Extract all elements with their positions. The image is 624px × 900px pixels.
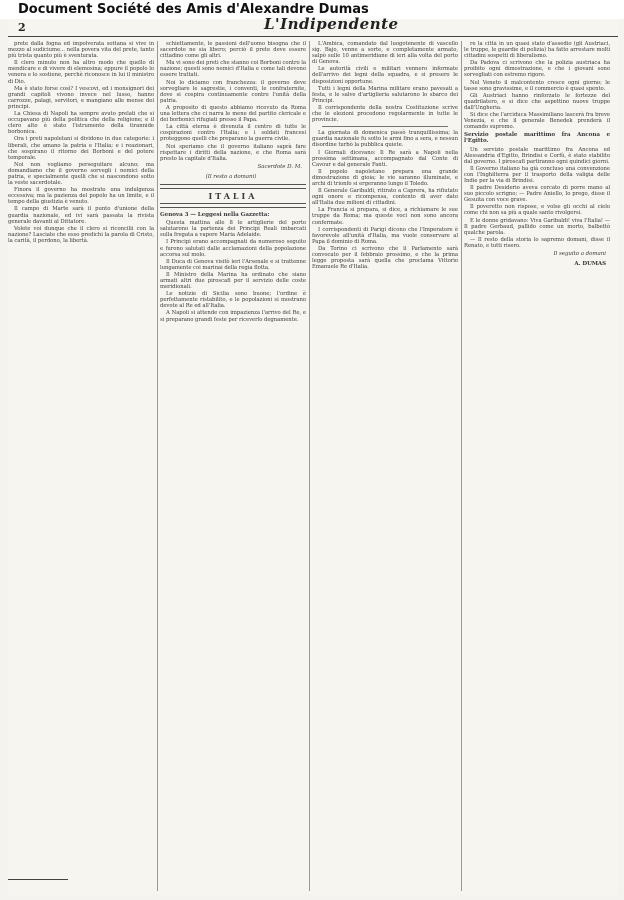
col4-body [464,41,610,130]
page-number: 2 [18,21,26,34]
article-paragraph: Da Padova ci scrivono che la polizia austriaca ha proibito ogni dimostrazione, e che i giovani sono sorvegliati con estremo rigore. [464,60,610,79]
section-heading-italia: ITALIA [208,190,258,201]
article-paragraph: Il campo di Marte sarà il punto d'unione della guardia nazionale, ed ivi sarà passata la rivista generale davanti al Dittatore. [8,206,154,225]
column-divider [309,41,310,891]
section-rule [160,203,306,208]
article-paragraph: Questa mattina alle 8 le artiglierie del porto salutarono la partenza dei Principi Reali imbarcati sulla fregata a vapore Maria Adelaide. [160,220,306,239]
author-signature: A. DUMAS [574,261,606,268]
col4-body-2 [464,147,610,250]
col2-body [160,41,306,162]
article-paragraph: Le notizie di Sicilia sono buone; l'ordine è perfettamente ristabilito, e le popolazioni si mostrano devote al Re ed all'Italia. [160,291,306,310]
article-paragraph: La giornata di domenica passò tranquillissima; la guardia nazionale fu sotto le armi fino a sera, e nessun disordine turbò la pubblica quiete. [312,130,458,149]
article-paragraph: Il Duca di Genova visitò ieri l'Arsenale e si trattenne lungamente coi marinai della regia flotta. [160,258,306,271]
dateline: Genova 3 — Leggesi nella Gazzetta: [160,212,270,219]
article-paragraph: I corrispondenti di Parigi dicono che l'Imperatore è favorevole all'unità d'Italia, ma vuole conservare al Papa il dominio di Roma. [312,226,458,245]
article-paragraph: I Principi erano accompagnati da numeroso seguito e furono salutati dalle acclamazioni della popolazione accorsa sul molo. [160,239,306,258]
article-paragraph: Il poveretto non rispose, e volse gli occhi al cielo come chi non sa più a quale santo rivolgersi. [464,204,610,217]
article-paragraph: prete dalla fogna ed impolverata sottana si vive in mezzo al sudiciume... nella povera vita del prete, tanto più trista quanto più è sventurata. [8,41,154,60]
article-paragraph: Noi non vogliamo perseguitare alcuno; ma domandiamo che il governo sorvegli i nemici della patria, e specialmente quelli che si nascondono sotto la veste sacerdotale. [8,161,154,187]
article-separator [322,126,448,127]
article-paragraph: Il corrispondente della nostra Costituzione scrive che le elezioni procedono regolarmente in tutte le provincie. [312,104,458,124]
column-divider [461,41,462,891]
document-title: Document Société des Amis d'Alexandre Dumas [18,2,369,17]
article-paragraph: Volete voi dunque che il clero si riconcilii con la nazione? Lasciate che esso predichi la parola di Cristo, la carità, il perdono, la libertà. [8,225,154,244]
postal-service-heading: Servizio postale marittimo fra Ancona e l'Egitto. [464,132,610,145]
continued-line: Il seguito a domani [553,251,606,257]
article-paragraph: Tutti i legni della Marina militare erano pavesati a festa, e le salve d'artiglieria salutarono lo sbarco dei Principi. [312,85,458,104]
article-paragraph: Il Generale Garibaldi, ritirato a Caprera, ha rifiutato ogni onore e ricompensa, contento di aver dato all'Italia due milioni di cittadini. [312,188,458,207]
article-paragraph: I Giornali dicevano: Il Re sarà a Napoli nella prossima settimana, accompagnato dal Conte di Cavour e dal generale Fanti. [312,149,458,168]
column-2 [160,41,306,891]
article-paragraph: La Chiesa di Napoli ha sempre avuto prelati che si occupavano più della politica che della religione; e il clero alto è stato l'istrumento della tirannide borbonica. [8,111,154,136]
article-paragraph: Ma è stato forse così? I vescovi, ed i monsignori dei grandi capitoli vivono invece nel lusso, hanno carrozze, palagi, servitori, e mangiano alle mense dei principi. [8,85,154,110]
article-paragraph: Un servizio postale marittimo fra Ancona ed Alessandria d'Egitto, Brindisi e Corfù, è stato stabilito dal governo. I piroscafi partiranno ogni quindici giorni. [464,146,610,165]
article-paragraph: Si dice che l'arciduca Massimiliano lascerà fra breve Venezia, e che il generale Benedek prenderà il comando supremo. [464,112,610,131]
article-paragraph: — Il resto della storia lo sapremo domani, disse il Renato, e tutti risero. [464,236,610,249]
article-paragraph: A Napoli si attende con impazienza l'arrivo del Re, e si preparano grandi feste per riceverlo degnamente. [160,310,306,323]
col2-body-2 [160,220,306,323]
article-paragraph: Il popolo napoletano prepara una grande dimostrazione di gioia; le vie saranno illuminate, e archi di trionfo si ergeranno lungo il Toledo. [312,168,458,187]
article-paragraph: L'Ambica, comandato dal luogotenente di vascello sig. Bajo, venne a sorte, e completamente armato, salpò sulle 10 antimeridiane di ieri alla volta del porto di Genova. [312,41,458,66]
continued-note: (Il resto a domani) [205,173,257,180]
article-paragraph: schiettamente, le passioni dell'uomo bisogna che il sacerdote ne sia libero; perciò il prete deve essere cittadino come gli altri. [160,41,306,60]
article-paragraph: Il Ministro della Marina ha ordinato che siano armati altri due piroscafi per il servizio delle coste meridionali. [160,271,306,291]
article-paragraph: Da Torino ci scrivono che il Parlamento sarà convocato per il febbraio prossimo, e che la prima legge proposta sarà quella che proclama Vittorio Emanuele Re d'Italia. [312,245,458,271]
article-paragraph: re la città in un quasi stato d'assedio (gli Austriaci, le truppe, le guardie di polizia) ha fatto arrestare molti cittadini sospetti di liberalismo. [464,41,610,60]
col3-body [312,41,458,123]
section-rule [160,184,306,189]
header-rule [8,36,618,37]
col1-body [8,41,154,244]
article-paragraph: Le autorità civili e militari vennero informate dell'arrivo dei legni della squadra, e si presero le disposizioni opportune. [312,66,458,85]
article-paragraph: Noi lo diciamo con franchezza: il governo deve sorvegliare le sagrestie, i conventi, le confraternite, dove si cospira continuamente contro l'unità della patria. [160,79,306,104]
footer-rule [8,879,68,880]
column-3 [312,41,458,891]
article-paragraph: Il clero minuto non ha altro modo che quello di mendicare e di vivere di elemosina; eppure il popolo lo venera e lo sostiene, perchè riconosce in lui il ministro di Dio. [8,60,154,85]
article-paragraph: Il Governo italiano ha già concluso una convenzione con l'Inghilterra per il trasporto della valigia delle Indie per la via di Brindisi. [464,165,610,184]
article-paragraph: Ma vi sono dei preti che stanno coi Borboni contro la nazione; questi sono nemici d'Italia e come tali devono essere trattati. [160,60,306,79]
article-paragraph: Gli Austriaci hanno rinforzato le fortezze del quadrilatero, e si dice che aspettino nuove truppe dall'Ungheria. [464,92,610,111]
article-paragraph: La Francia si prepara, si dice, a richiamare le sue truppe da Roma; ma queste voci non sono ancora confermate. [312,207,458,226]
article-paragraph: E le donne gridavano: Viva Garibaldi! viva l'Italia! — Il padre Gerbaud, pallido come un morto, balbettò qualche parola. [464,217,610,236]
col3-body-2 [312,130,458,270]
article-paragraph: La città eterna è divenuta il centro di tutte le cospirazioni contro l'Italia; e i soldati francesi proteggono quelli che preparano la guerra civile. [160,124,306,143]
column-4 [464,41,610,891]
newspaper-page [8,15,618,895]
article-paragraph: A proposito di questo abbiamo ricevuto da Roma una lettera che ci narra le mene del partito clericale e dei borbonici rifugiati presso il Papa. [160,104,306,124]
column-divider [157,41,158,891]
article-paragraph: Nel Veneto il malcontento cresce ogni giorno; le tasse sono gravissime, e il commercio è quasi spento. [464,79,610,92]
masthead: L'Indipendente [264,15,399,33]
article-paragraph: Ora i preti napoletani si dividono in due categorie: i liberali, che amano la patria e l'Italia; e i reazionari, che sospirano il ritorno dei Borboni e del potere temporale. [8,136,154,161]
article-paragraph: Finora il governo ha mostrato una indulgenza eccessiva; ma la pazienza del popolo ha un limite, e il tempo della giustizia è venuto. [8,187,154,206]
article-signature: Sacerdote D. M. [257,163,302,170]
article-paragraph: Il padre Desiderio aveva cercato di porre mano al suo piccolo scrigno; — Padre Aniello, lo prego, disse il Gesuita con voce grave. [464,185,610,204]
article-paragraph: Noi speriamo che il governo italiano saprà fare rispettare i diritti della nazione, e che Roma sarà presto la capitale d'Italia. [160,143,306,162]
column-1 [8,41,154,891]
